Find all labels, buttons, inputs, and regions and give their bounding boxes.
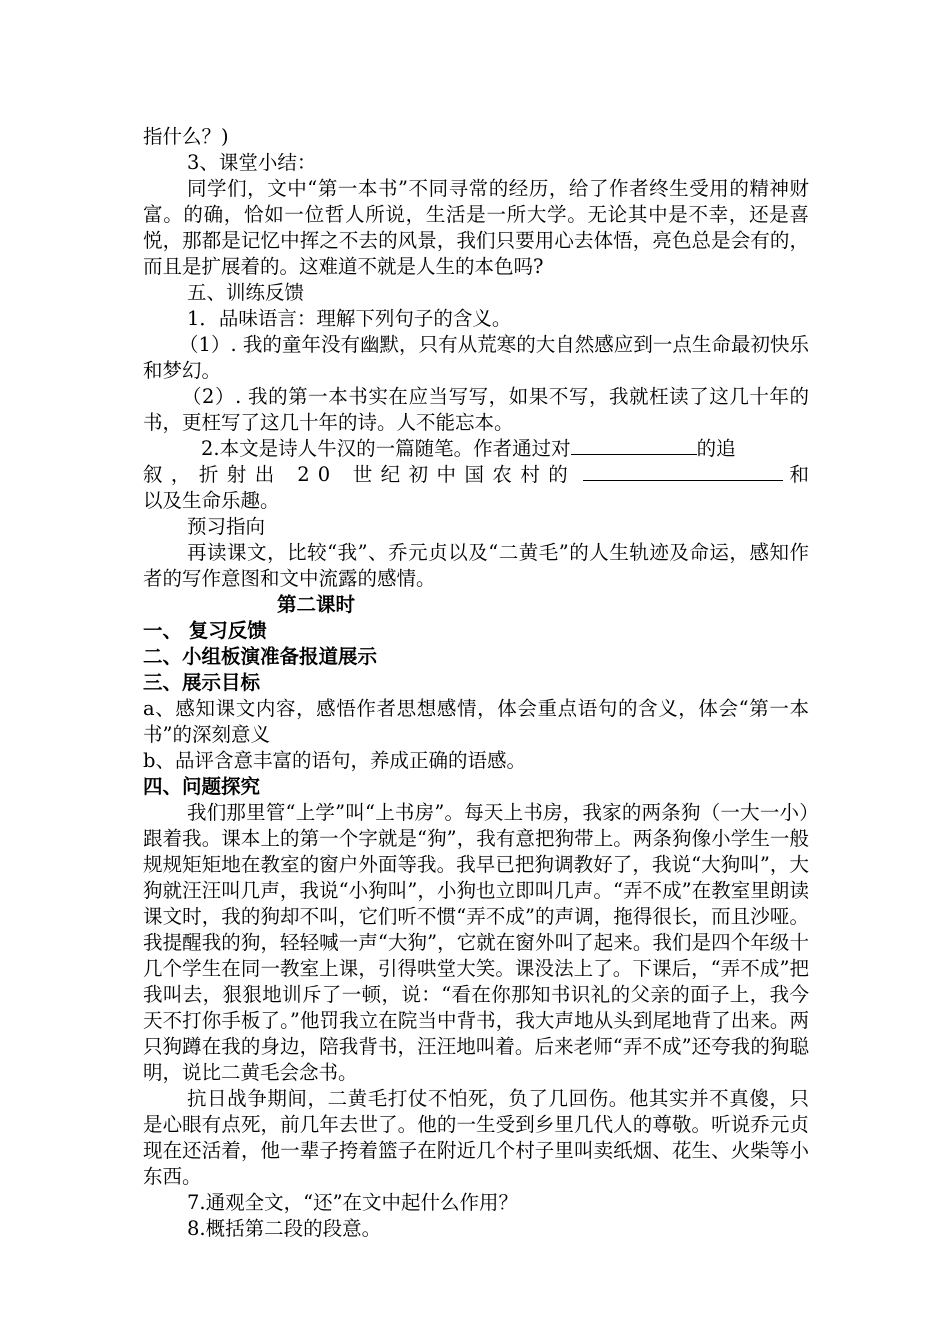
section-heading: 3、课堂小结：: [187, 151, 317, 174]
summary-paragraph: 同学们，文中“第一本书”不同寻常的经历，给了作者终生受用的精神财富。的确，恰如一位哲人所说，生活是一所大学。无论其中是不幸，还是喜悦，那都是记忆中挥之不去的风景，我们只要用心去体悟，亮色总是会有的，而且是扩展着的。这难道不就是人生的本色吗?: [143, 177, 809, 278]
goal-item: b、品评含意丰富的语句，养成正确的语感。: [143, 749, 526, 772]
exercise-subitem: （1）. 我的童年没有幽默，只有从荒寒的大自然感应到一点生命最初快乐和梦幻。: [143, 333, 809, 382]
answer-blank[interactable]: [583, 462, 783, 481]
exercise-subitem: （2）. 我的第一本书实在应当写写，如果不写，我就枉读了这几十年的书，更枉写了这几十年的诗。人不能忘本。: [143, 385, 809, 434]
reading-paragraph: 抗日战争期间，二黄毛打仗不怕死，负了几回伤。他其实并不真傻，只是心眼有点死，前几年去世了。他的一生受到乡里几代人的尊敬。听说乔元贞现在还活着，他一辈子挎着篮子在附近几个村子里叫卖纸烟、花生、火柴等小东西。: [143, 1087, 809, 1188]
question-text: 以及生命乐趣。: [143, 489, 280, 512]
question-item: 8.概括第二段的段意。: [187, 1217, 382, 1240]
section-heading: 四、问题探究: [143, 775, 261, 798]
section-heading: 五、训练反馈: [187, 281, 305, 304]
question-text: 和: [789, 463, 810, 486]
question-text: 的追: [696, 437, 736, 460]
question-text: 叙，折射出 20 世纪初中国农村的: [143, 463, 577, 486]
section-heading: 二、小组板演准备报道展示: [143, 645, 378, 668]
section-heading: 一、 复习反馈: [143, 619, 267, 642]
fill-blank-question: [143, 436, 809, 514]
document-page: [143, 124, 809, 1242]
exercise-item: 1．品味语言：理解下列句子的含义。: [187, 307, 512, 330]
question-item: 7.通观全文，“还”在文中起什么作用？: [187, 1191, 519, 1214]
reading-paragraph: 我们那里管“上学”叫“上书房”。每天上书房，我家的两条狗（一大一小）跟着我。课本上的第一个字就是“狗”，我有意把狗带上。两条狗像小学生一般规规矩矩地在教室的窗户外面等我。我早已把狗调教好了，我说“大狗叫”，大狗就汪汪叫几声，我说“小狗叫”，小狗也立即叫几声。“弄不成”在教室里朗读课文时，我的狗却不叫，它们听不惯“弄不成”的声调，拖得很长，而且沙哑。我提醒我的狗，轻轻喊一声“大狗”，它就在窗外叫了起来。我们是四个年级十几个学生在同一教室上课，引得哄堂大笑。课没法上了。下课后，“弄不成”把我叫去，狠狠地训斥了一顿，说：“看在你那知书识礼的父亲的面子上，我今天不打你手板了。”他罚我立在院当中背书，我大声地从头到尾地背了出来。两只狗蹲在我的身边，陪我背书，汪汪地叫着。后来老师“弄不成”还夸我的狗聪明，说比二黄毛会念书。: [143, 801, 809, 1084]
section-heading: 三、展示目标: [143, 671, 261, 694]
preview-paragraph: 再读课文，比较“我”、乔元贞以及“二黄毛”的人生轨迹及命运，感知作者的写作意图和文中流露的感情。: [143, 541, 809, 590]
goal-item: a、感知课文内容，感悟作者思想感情，体会重点语句的含义，体会“第一本书”的深刻意义: [143, 697, 809, 746]
answer-blank[interactable]: [571, 436, 697, 455]
text-line: 指什么？): [143, 125, 229, 148]
section-heading: 预习指向: [187, 515, 266, 538]
question-text: 2.本文是诗人牛汉的一篇随笔。作者通过对: [201, 437, 571, 460]
lesson-title: 第二课时: [277, 593, 356, 616]
